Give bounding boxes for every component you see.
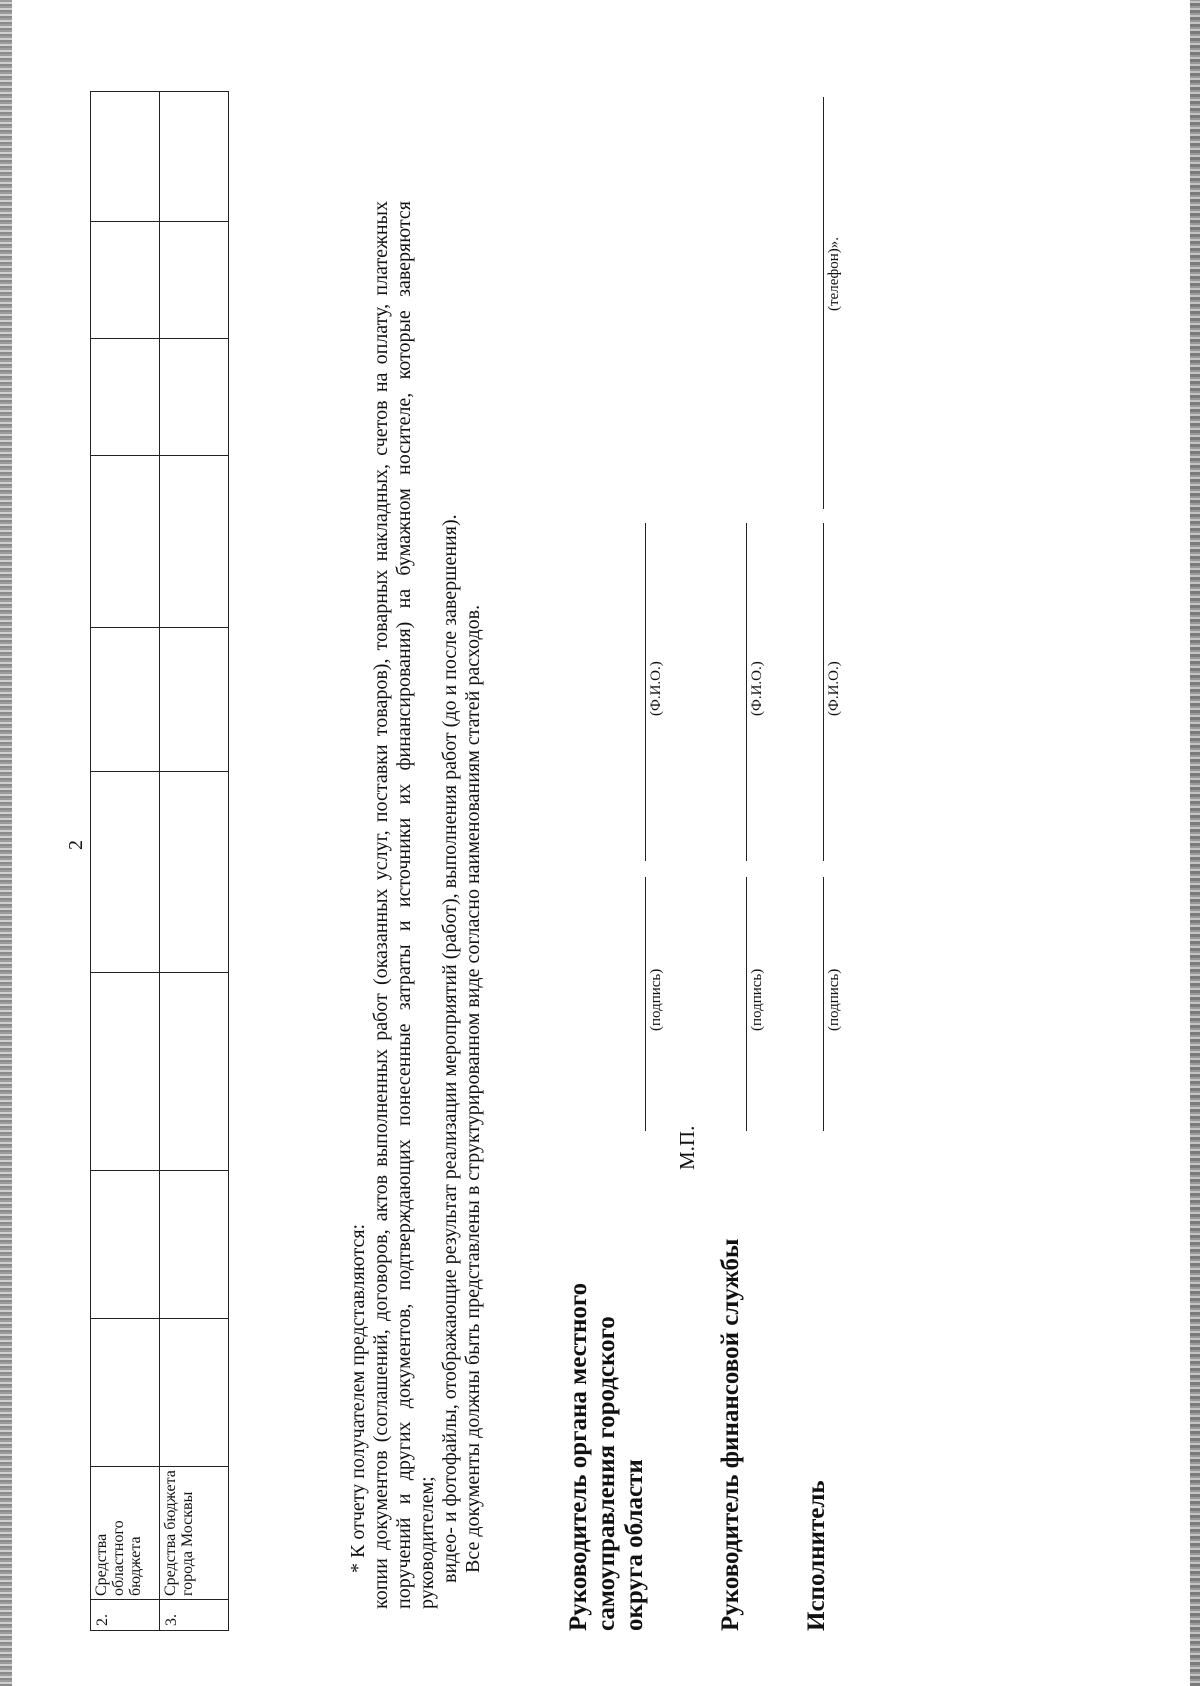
finance-name-line — [746, 523, 747, 861]
table-cell — [91, 1171, 160, 1319]
executor-signature-line — [823, 877, 824, 1131]
table-cell — [91, 772, 160, 973]
table-cell — [91, 339, 160, 456]
table-cell — [91, 628, 160, 772]
notes-item-media: видео- и фотофайлы, отображающие результат реализации мероприятий (работ), выполнения работ (до и после завершения). — [439, 514, 461, 1583]
row-name: Средства бюджета города Москвы — [160, 1467, 229, 1600]
executor-name-line — [823, 523, 824, 861]
head-signature-line — [645, 877, 646, 1131]
head-name-caption: (Ф.И.О.) — [648, 661, 664, 716]
page-number: 2 — [65, 840, 87, 850]
executor-title: Исполнитель — [803, 1480, 830, 1631]
row-name: Средства областного бюджета — [91, 1467, 160, 1600]
budget-table — [90, 91, 229, 1631]
title-line: Руководитель органа местного — [565, 1282, 592, 1631]
notes-item-documents: копии документов (соглашений, договоров, актов выполненных работ (оказанных услуг, поставки товаров), товарных накладных, счетов на оплату, платежных поручений и других документов, подтверждающих понесенные затраты и источники их финансирования) на бумажном носителе, которые заверяются руководителем; — [370, 201, 438, 1609]
finance-name-caption: (Ф.И.О.) — [749, 661, 765, 716]
table-row — [91, 92, 160, 1631]
report-notes — [347, 201, 485, 1631]
title-line: округа области — [621, 1459, 648, 1631]
executor-phone-caption: (телефон)». — [826, 236, 842, 311]
table-cell — [91, 1319, 160, 1467]
table-cell — [160, 973, 229, 1171]
table-cell — [91, 92, 160, 222]
table-cell — [160, 222, 229, 339]
scan-edge-left — [0, 0, 12, 1686]
table-cell — [160, 1171, 229, 1319]
table-cell — [91, 222, 160, 339]
table-cell — [160, 1319, 229, 1467]
finance-signatory-title: Руководитель финансовой службы — [717, 1238, 744, 1631]
scan-edge-right — [1190, 0, 1200, 1686]
head-signature-caption: (подпись) — [648, 968, 664, 1031]
table-cell — [160, 772, 229, 973]
executor-phone-line — [823, 97, 824, 509]
table-cell — [160, 339, 229, 456]
row-number: 3. — [160, 1600, 229, 1631]
notes-item-structure: Все документы должны быть представлены в структурированном виде согласно наименованиям статей расходов. — [462, 604, 484, 1573]
table-cell — [91, 973, 160, 1171]
table-cell — [160, 628, 229, 772]
document-page — [25, 25, 1185, 1661]
table-row — [160, 92, 229, 1631]
row-number: 2. — [91, 1600, 160, 1631]
finance-signature-line — [746, 877, 747, 1131]
table-cell — [160, 456, 229, 628]
table-cell — [160, 92, 229, 222]
title-line: самоуправления городского — [593, 1316, 620, 1631]
head-signatory-title — [565, 1283, 649, 1631]
stamp-placeholder: М.П. — [675, 1125, 699, 1170]
table-cell — [91, 456, 160, 628]
head-name-line — [645, 523, 646, 861]
finance-signature-caption: (подпись) — [749, 968, 765, 1031]
executor-name-caption: (Ф.И.О.) — [826, 661, 842, 716]
notes-heading: * К отчету получателем представляются: — [347, 1223, 369, 1573]
executor-signature-caption: (подпись) — [826, 968, 842, 1031]
